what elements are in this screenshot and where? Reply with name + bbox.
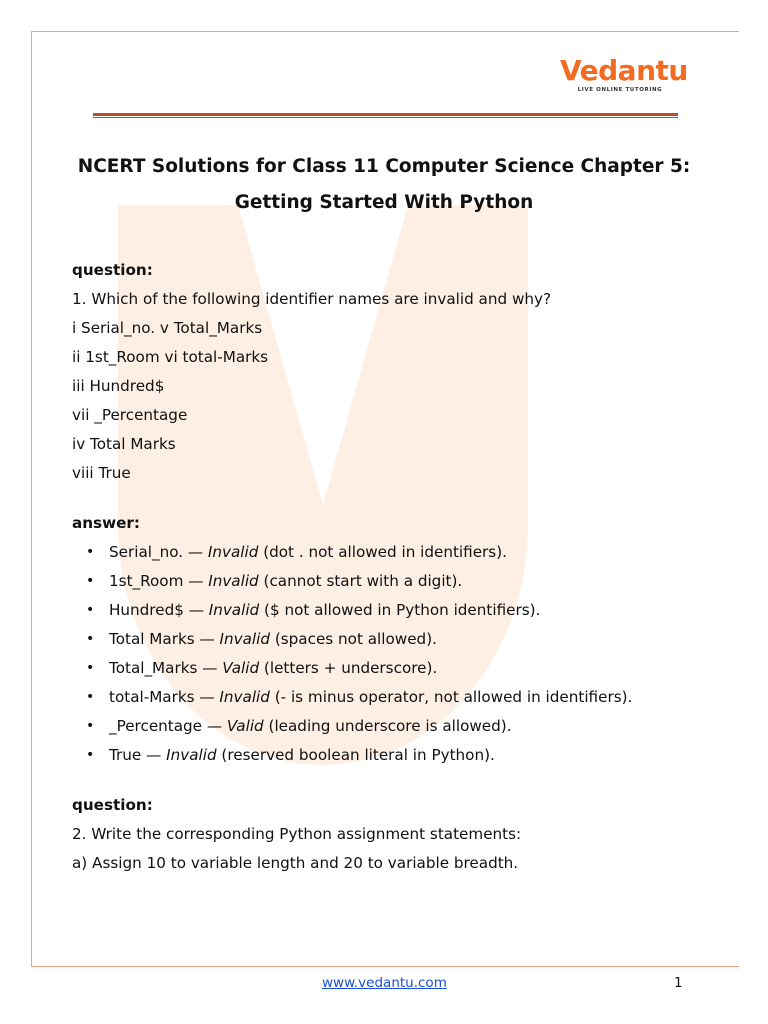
question-1-line: iv Total Marks — [72, 435, 176, 453]
question-1-line: iii Hundred$ — [72, 377, 165, 395]
question-1-heading: question: — [72, 261, 153, 279]
answer-item: • Hundred$ — Invalid ($ not allowed in Python identifiers). — [72, 596, 712, 625]
header-rule-thin — [93, 117, 678, 118]
page-title-line-1: NCERT Solutions for Class 11 Computer Science Chapter 5: — [77, 156, 691, 177]
question-1-line: ii 1st_Room vi total-Marks — [72, 348, 269, 366]
answer-item: • total-Marks — Invalid (- is minus operator, not allowed in identifiers). — [72, 683, 712, 712]
document-body — [72, 256, 712, 878]
question-1-line: viii True — [72, 464, 131, 482]
question-2-line: 2. Write the corresponding Python assignment statements: — [72, 825, 522, 843]
footer-website-link[interactable]: www.vedantu.com — [322, 975, 447, 991]
question-1-line: i Serial_no. v Total_Marks — [72, 319, 263, 337]
question-2-heading: question: — [72, 796, 153, 814]
vedantu-logo — [560, 54, 688, 93]
answer-item: • Total_Marks — Valid (letters + underscore). — [72, 654, 712, 683]
answer-item: • _Percentage — Valid (leading underscore is allowed). — [72, 712, 712, 741]
question-1-line: vii _Percentage — [72, 406, 188, 424]
page-number: 1 — [674, 975, 683, 991]
answer-item: • Total Marks — Invalid (spaces not allowed). — [72, 625, 712, 654]
answer-item: • Serial_no. — Invalid (dot . not allowed in identifiers). — [72, 538, 712, 567]
logo-tagline: LIVE ONLINE TUTORING — [577, 87, 663, 93]
answer-item: • 1st_Room — Invalid (cannot start with a digit). — [72, 567, 712, 596]
answer-1-list — [72, 538, 712, 770]
logo-wordmark: Vedantu — [560, 54, 688, 87]
question-2-line: a) Assign 10 to variable length and 20 to variable breadth. — [72, 854, 519, 872]
question-1-line: 1. Which of the following identifier names are invalid and why? — [72, 290, 552, 308]
answer-item: • True — Invalid (reserved boolean literal in Python). — [72, 741, 712, 770]
header-rule — [93, 113, 678, 116]
answer-1-heading: answer: — [72, 514, 140, 532]
page-title-line-2: Getting Started With Python — [234, 192, 534, 213]
